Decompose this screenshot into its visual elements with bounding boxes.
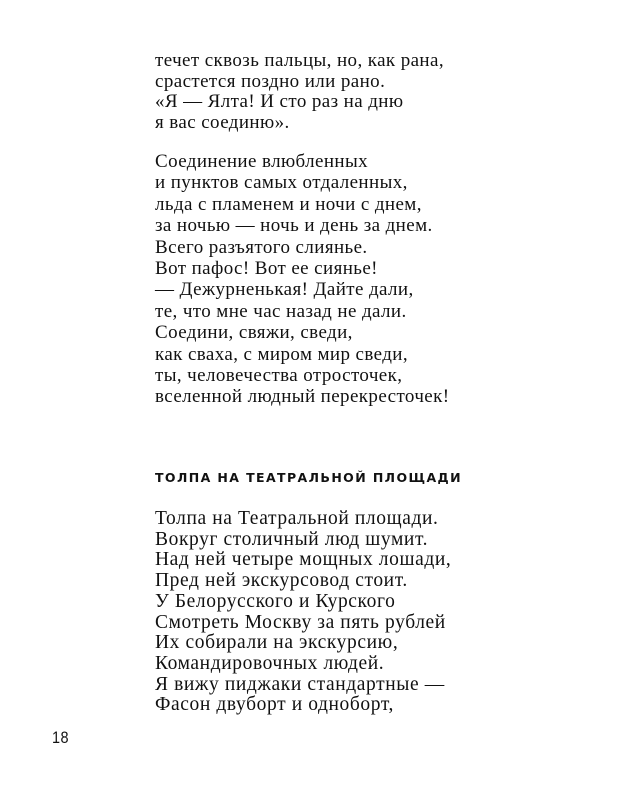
poem-line: и пунктов самых отдаленных, — [155, 172, 408, 194]
poem-line: Вокруг столичный люд шумит. — [155, 528, 429, 550]
poem-line: те, что мне час назад не дали. — [155, 300, 407, 322]
poem-line: Соединение влюбленных — [155, 151, 369, 172]
poem-line: течет сквозь пальцы, но, как рана, — [155, 50, 444, 71]
poem-line: срастется поздно или рано. — [155, 70, 386, 92]
stanza-3 — [155, 509, 451, 716]
poem-line: Над ней четыре мощных лошади, — [155, 549, 452, 571]
poem-line: Пред ней экскурсовод стоит. — [155, 570, 408, 592]
poem-line: льда с пламенем и ночи с днем, — [155, 193, 422, 215]
stanza-2 — [155, 151, 449, 408]
poem-line: Всего разъятого слиянье. — [155, 236, 368, 258]
poem-line: я вас соединю». — [155, 111, 290, 133]
poem-line: У Белорусского и Курского — [155, 590, 396, 612]
poem-line: Вот пафос! Вот ее сиянье! — [155, 258, 378, 280]
poem-line: ты, человечества отросточек, — [155, 365, 403, 387]
poem-line: Я вижу пиджаки стандартные — — [155, 673, 445, 695]
poem-line: — Дежурненькая! Дайте дали, — [155, 279, 414, 301]
poem-line: «Я — Ялта! И сто раз на дню — [155, 91, 404, 112]
page-number: 18 — [52, 728, 69, 747]
poem-line: Командировочных людей. — [155, 652, 385, 674]
stanza-1 — [155, 51, 444, 133]
poem-line: Толпа на Театральной площади. — [155, 508, 439, 529]
poem-line: как сваха, с миром мир сведи, — [155, 343, 409, 365]
poem-line: за ночью — ночь и день за днем. — [155, 215, 433, 237]
poem-line: Соедини, свяжи, сведи, — [155, 322, 353, 344]
poem-title: ТОЛПА НА ТЕАТРАЛЬНОЙ ПЛОЩАДИ — [155, 470, 462, 485]
poem-line: Фасон двуборт и одноборт, — [155, 694, 394, 716]
poem-line: вселенной людный перекресточек! — [155, 386, 450, 408]
poem-line: Смотреть Москву за пять рублей — [155, 611, 446, 633]
poem-line: Их собирали на экскурсию, — [155, 632, 399, 654]
